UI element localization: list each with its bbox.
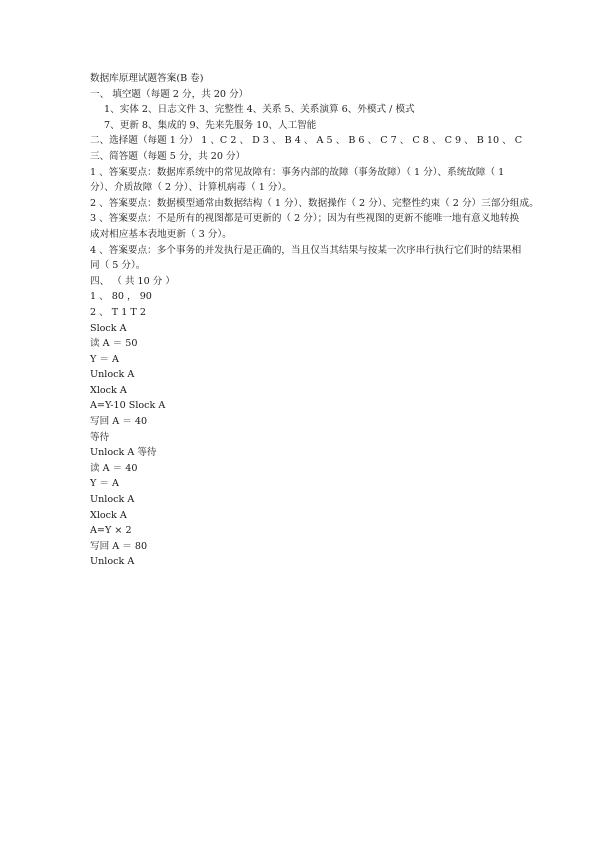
section-3-heading: 三、简答题（每题 5 分，共 20 分）	[90, 150, 246, 162]
section-4-line: 写回 A ＝ 40	[90, 416, 148, 428]
document-title: 数据库原理试题答案(B 卷)	[90, 73, 204, 84]
section-4-line: Xlock A	[90, 509, 127, 521]
section-4-line: 读 A ＝ 50	[90, 338, 138, 350]
section-4-line: Slock A	[90, 322, 127, 334]
section-4-line: 读 A ＝ 40	[90, 462, 138, 474]
section-4-line: 等待	[90, 431, 110, 443]
section-4-line: A=Y-10 Slock A	[90, 400, 166, 412]
section-3-answer-2: 2 、答案要点：数据模型通常由数据结构（ 1 分）、数据操作（ 2 分）、完整性约束（ 2 分）三部分组成。	[90, 197, 539, 209]
section-4-line: A=Y × 2	[90, 525, 132, 537]
section-4-line: 写回 A ＝ 80	[90, 540, 148, 552]
section-4-line: 1 、 80 ， 90	[90, 291, 152, 303]
section-2-heading-and-answers: 二、选择题（每题 1 分） 1 、C 2 、 D 3 、 B 4 、 A 5 、 B 6 、 C 7 、 C 8 、 C 9 、 B 10 、 C	[90, 135, 523, 147]
section-4-line: Unlock A	[90, 556, 135, 568]
section-1-answers-line-1: 1、实体 2、日志文件 3、完整性 4、关系 5、关系演算 6、外模式 / 模式	[104, 104, 415, 116]
section-4-line: Unlock A	[90, 494, 135, 506]
section-4-line: Y ＝ A	[90, 353, 119, 365]
section-4-line: Unlock A 等待	[90, 447, 157, 459]
section-3-answer-3: 3 、答案要点：不是所有的视图都是可更新的（ 2 分）；因为有些视图的更新不能唯一地有意义地转换成对相应基本表地更新（ 3 分）。	[90, 213, 520, 240]
section-4-line: Y ＝ A	[90, 478, 119, 490]
section-3-answer-1: 1 、答案要点：数据库系统中的常见故障有：事务内部的故障（事务故障）（ 1 分）、系统故障（ 1 分）、介质故障（ 2 分）、计算机病毒（ 1 分）。	[90, 166, 505, 194]
section-4-line: 2 、 T 1 T 2	[90, 306, 146, 318]
answer-document	[90, 71, 539, 570]
section-1-heading: 一、 填空题（每题 2 分，共 20 分）	[90, 88, 249, 100]
section-3-answer-4: 4 、答案要点：多个事务的并发执行是正确的，当且仅当其结果与按某一次序串行执行它们时的结果相同（ 5 分）。	[90, 244, 522, 272]
section-4-line: Unlock A	[90, 369, 135, 381]
section-1-answers-line-2: 7、更新 8、集成的 9、先来先服务 10、人工智能	[104, 119, 317, 131]
section-4-line: Xlock A	[90, 384, 127, 396]
section-4-heading: 四、 （ 共 10 分 ）	[90, 275, 176, 287]
